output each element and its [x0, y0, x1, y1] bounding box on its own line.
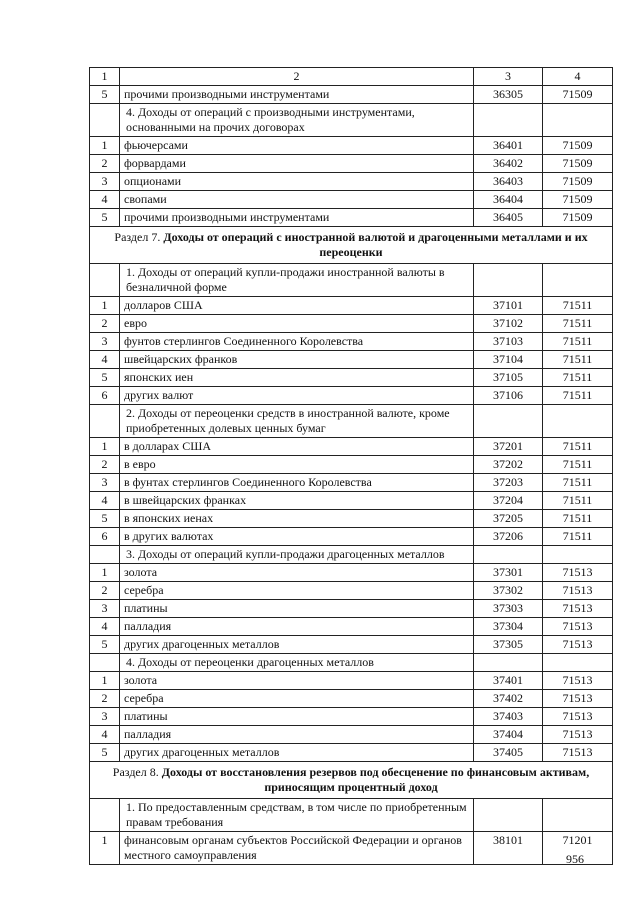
symbol-code: 71511 [543, 528, 613, 546]
empty-cell [90, 546, 120, 564]
table-row [90, 351, 613, 369]
row-number: 2 [90, 690, 120, 708]
row-number: 3 [90, 600, 120, 618]
account-code: 37203 [474, 474, 543, 492]
row-number: 1 [90, 438, 120, 456]
row-number: 2 [90, 582, 120, 600]
table-row [90, 564, 613, 582]
account-code: 37403 [474, 708, 543, 726]
column-header: 1 [90, 68, 120, 86]
account-code: 36402 [474, 155, 543, 173]
symbol-code: 71511 [543, 474, 613, 492]
row-label: прочими производными инструментами [120, 86, 474, 104]
account-code: 37105 [474, 369, 543, 387]
row-number: 1 [90, 672, 120, 690]
column-header: 2 [120, 68, 474, 86]
subheading-text: 3. Доходы от операций купли-продажи драгоценных металлов [120, 546, 474, 564]
symbol-code: 71201 [543, 832, 613, 865]
symbol-code: 71509 [543, 191, 613, 209]
table-row [90, 456, 613, 474]
empty-cell [90, 799, 120, 832]
table-row [90, 86, 613, 104]
row-label: других драгоценных металлов [120, 744, 474, 762]
table-row [90, 387, 613, 405]
symbol-code: 71511 [543, 297, 613, 315]
empty-cell [474, 405, 543, 438]
symbol-code: 71513 [543, 600, 613, 618]
account-code: 37205 [474, 510, 543, 528]
account-code: 36405 [474, 209, 543, 227]
section-prefix: Раздел 8. [112, 765, 159, 779]
subheading-text: 2. Доходы от переоценки средств в иностранной валюте, кроме приобретенных долевых ценных бумаг [120, 405, 474, 438]
table-row [90, 832, 613, 865]
row-number: 1 [90, 297, 120, 315]
row-number: 2 [90, 456, 120, 474]
page-number: 956 [566, 852, 584, 866]
row-label: в японских иенах [120, 510, 474, 528]
document-page [89, 67, 612, 865]
table-row [90, 297, 613, 315]
table-header-row [90, 68, 613, 86]
empty-cell [543, 104, 613, 137]
symbol-code: 71511 [543, 351, 613, 369]
table-row [90, 209, 613, 227]
subheading-row [90, 654, 613, 672]
symbol-code: 71511 [543, 492, 613, 510]
account-code: 36404 [474, 191, 543, 209]
row-label: других валют [120, 387, 474, 405]
empty-cell [90, 405, 120, 438]
symbol-code: 71511 [543, 510, 613, 528]
symbol-code: 71509 [543, 137, 613, 155]
account-code: 37305 [474, 636, 543, 654]
account-code: 37304 [474, 618, 543, 636]
symbol-code: 71509 [543, 86, 613, 104]
table-row [90, 137, 613, 155]
table-row [90, 474, 613, 492]
symbol-code: 71513 [543, 636, 613, 654]
section-title: Доходы от восстановления резервов под обесценение по финансовым активам, приносящим процентный доход [161, 765, 590, 794]
empty-cell [543, 405, 613, 438]
account-code: 37206 [474, 528, 543, 546]
row-label: евро [120, 315, 474, 333]
subheading-text: 4. Доходы от операций с производными инструментами, основанными на прочих договорах [120, 104, 474, 137]
row-label: в других валютах [120, 528, 474, 546]
row-number: 6 [90, 528, 120, 546]
account-code: 37401 [474, 672, 543, 690]
table-row [90, 636, 613, 654]
table-row [90, 690, 613, 708]
symbol-code: 71513 [543, 618, 613, 636]
section-heading [90, 227, 613, 264]
empty-cell [474, 654, 543, 672]
table-row [90, 315, 613, 333]
empty-cell [90, 654, 120, 672]
row-label: палладия [120, 726, 474, 744]
section-heading [90, 762, 613, 799]
subheading-row [90, 104, 613, 137]
symbol-code: 71511 [543, 333, 613, 351]
table-row [90, 726, 613, 744]
row-label: серебра [120, 690, 474, 708]
table-row [90, 438, 613, 456]
account-code: 37204 [474, 492, 543, 510]
row-label: долларов США [120, 297, 474, 315]
row-number: 5 [90, 209, 120, 227]
row-number: 4 [90, 618, 120, 636]
empty-cell [90, 104, 120, 137]
account-code: 37202 [474, 456, 543, 474]
row-label: швейцарских франков [120, 351, 474, 369]
subheading-row [90, 264, 613, 297]
account-code: 37103 [474, 333, 543, 351]
account-code: 36401 [474, 137, 543, 155]
row-number: 1 [90, 564, 120, 582]
account-code: 37402 [474, 690, 543, 708]
row-label: золота [120, 672, 474, 690]
row-number: 5 [90, 369, 120, 387]
account-code: 37104 [474, 351, 543, 369]
row-number: 4 [90, 726, 120, 744]
account-code: 37302 [474, 582, 543, 600]
account-code: 37101 [474, 297, 543, 315]
subheading-text: 1. Доходы от операций купли-продажи иностранной валюты в безналичной форме [120, 264, 474, 297]
row-label: свопами [120, 191, 474, 209]
row-number: 3 [90, 173, 120, 191]
table-row [90, 510, 613, 528]
empty-cell [474, 104, 543, 137]
row-number: 5 [90, 510, 120, 528]
symbol-code: 71509 [543, 155, 613, 173]
symbol-code: 71511 [543, 369, 613, 387]
subheading-text: 1. По предоставленным средствам, в том числе по приобретенным правам требования [120, 799, 474, 832]
empty-cell [474, 799, 543, 832]
empty-cell [474, 546, 543, 564]
table-row [90, 191, 613, 209]
row-label: прочими производными инструментами [120, 209, 474, 227]
symbol-code: 71509 [543, 209, 613, 227]
symbol-code: 71513 [543, 744, 613, 762]
table-body [90, 86, 613, 865]
subheading-row [90, 405, 613, 438]
row-label: палладия [120, 618, 474, 636]
row-label: платины [120, 708, 474, 726]
row-number: 2 [90, 155, 120, 173]
row-label: форвардами [120, 155, 474, 173]
symbol-code: 71509 [543, 173, 613, 191]
row-number: 1 [90, 137, 120, 155]
table-row [90, 369, 613, 387]
table-row [90, 600, 613, 618]
row-number: 5 [90, 744, 120, 762]
table-row [90, 155, 613, 173]
table-row [90, 708, 613, 726]
row-number: 3 [90, 474, 120, 492]
row-number: 6 [90, 387, 120, 405]
account-code: 38101 [474, 832, 543, 865]
table-row [90, 333, 613, 351]
symbol-code: 71513 [543, 564, 613, 582]
table-row [90, 582, 613, 600]
account-code: 37301 [474, 564, 543, 582]
row-label: золота [120, 564, 474, 582]
row-number: 4 [90, 492, 120, 510]
row-label: в швейцарских франках [120, 492, 474, 510]
subheading-row [90, 546, 613, 564]
empty-cell [543, 799, 613, 832]
symbol-code: 71511 [543, 456, 613, 474]
accounts-table [89, 67, 613, 865]
table-row [90, 173, 613, 191]
empty-cell [543, 546, 613, 564]
empty-cell [543, 264, 613, 297]
row-number: 3 [90, 708, 120, 726]
row-number: 3 [90, 333, 120, 351]
symbol-code: 71513 [543, 726, 613, 744]
empty-cell [543, 654, 613, 672]
row-label: серебра [120, 582, 474, 600]
section-prefix: Раздел 7. [114, 230, 161, 244]
row-number: 1 [90, 832, 120, 865]
symbol-code: 71513 [543, 582, 613, 600]
empty-cell [90, 264, 120, 297]
row-label: в долларах США [120, 438, 474, 456]
empty-cell [474, 264, 543, 297]
account-code: 36403 [474, 173, 543, 191]
account-code: 37405 [474, 744, 543, 762]
column-header: 3 [474, 68, 543, 86]
symbol-code: 71511 [543, 438, 613, 456]
table-row [90, 492, 613, 510]
row-label: платины [120, 600, 474, 618]
table-row [90, 618, 613, 636]
account-code: 37201 [474, 438, 543, 456]
account-code: 37106 [474, 387, 543, 405]
symbol-code: 71511 [543, 315, 613, 333]
row-label: фунтов стерлингов Соединенного Королевства [120, 333, 474, 351]
row-label: финансовым органам субъектов Российской Федерации и органов местного самоуправления [120, 832, 474, 865]
subheading-text: 4. Доходы от переоценки драгоценных металлов [120, 654, 474, 672]
section-row [90, 227, 613, 264]
account-code: 37404 [474, 726, 543, 744]
table-row [90, 528, 613, 546]
symbol-code: 71511 [543, 387, 613, 405]
subheading-row [90, 799, 613, 832]
table-row [90, 744, 613, 762]
row-label: опционами [120, 173, 474, 191]
row-number: 2 [90, 315, 120, 333]
table-row [90, 672, 613, 690]
row-label: в фунтах стерлингов Соединенного Королевства [120, 474, 474, 492]
row-number: 4 [90, 351, 120, 369]
account-code: 36305 [474, 86, 543, 104]
row-label: японских иен [120, 369, 474, 387]
row-label: в евро [120, 456, 474, 474]
symbol-code: 71513 [543, 672, 613, 690]
symbol-code: 71513 [543, 690, 613, 708]
row-number: 5 [90, 636, 120, 654]
account-code: 37102 [474, 315, 543, 333]
symbol-code: 71513 [543, 708, 613, 726]
section-title: Доходы от операций с иностранной валютой и драгоценными металлами и их переоценки [163, 230, 588, 259]
row-number: 5 [90, 86, 120, 104]
section-row [90, 762, 613, 799]
column-header: 4 [543, 68, 613, 86]
row-label: других драгоценных металлов [120, 636, 474, 654]
row-number: 4 [90, 191, 120, 209]
row-label: фьючерсами [120, 137, 474, 155]
account-code: 37303 [474, 600, 543, 618]
